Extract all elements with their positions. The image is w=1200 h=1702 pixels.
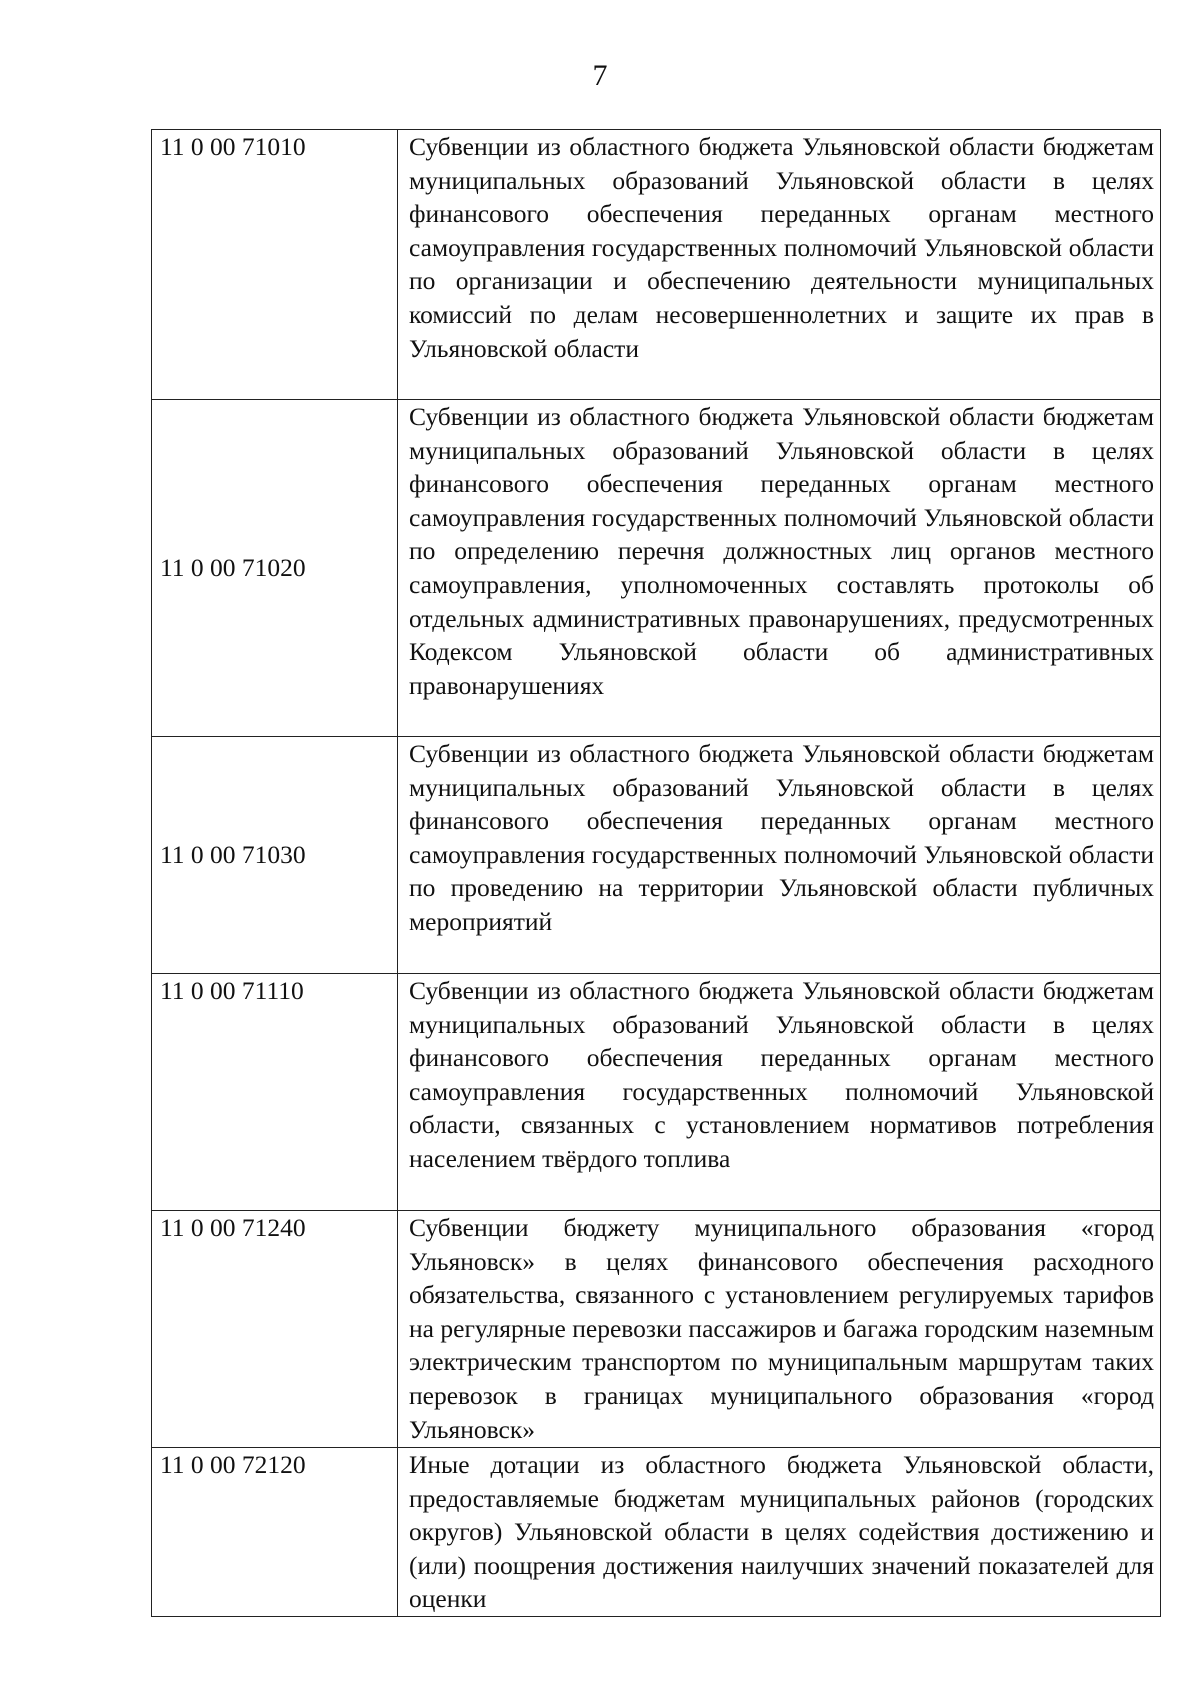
budget-code-cell: 11 0 00 71020 [152, 400, 398, 737]
description-cell: Субвенции из областного бюджета Ульяновской области бюджетам муниципальных образований Ульяновской области в целях финансового обеспечения переданных органам местного самоуправления государственных полномочий Ульяновской области по определению перечня должностных лиц органов местного самоуправления, уполномоченных составлять протоколы об отдельных административных правонарушениях, предусмотренных Кодексом Ульяновской области об административных правонарушениях [398, 400, 1161, 737]
budget-classification-table [151, 129, 1161, 1617]
table-row [152, 400, 1161, 737]
budget-code-cell: 11 0 00 71030 [152, 737, 398, 974]
budget-code-cell: 11 0 00 71010 [152, 130, 398, 400]
description-cell: Субвенции из областного бюджета Ульяновской области бюджетам муниципальных образований Ульяновской области в целях финансового обеспечения переданных органам местного самоуправления государственных полномочий Ульяновской области по проведению на территории Ульяновской области публичных мероприятий [398, 737, 1161, 974]
description-cell: Субвенции из областного бюджета Ульяновской области бюджетам муниципальных образований Ульяновской области в целях финансового обеспечения переданных органам местного самоуправления государственных полномочий Ульяновской области, связанных с установлением нормативов потребления населением твёрдого топлива [398, 974, 1161, 1211]
description-cell: Иные дотации из областного бюджета Ульяновской области, предоставляемые бюджетам муниципальных районов (городских округов) Ульяновской области в целях содействия достижению и (или) поощрения достижения наилучших значений показателей для оценки [398, 1448, 1161, 1617]
budget-code-cell: 11 0 00 71110 [152, 974, 398, 1211]
table-row [152, 974, 1161, 1211]
budget-code-cell: 11 0 00 72120 [152, 1448, 398, 1617]
table-row [152, 1211, 1161, 1448]
table-row [152, 130, 1161, 400]
table-row [152, 1448, 1161, 1617]
table-row [152, 737, 1161, 974]
page-number: 7 [592, 59, 608, 92]
description-cell: Субвенции из областного бюджета Ульяновской области бюджетам муниципальных образований Ульяновской области в целях финансового обеспечения переданных органам местного самоуправления государственных полномочий Ульяновской области по организации и обеспечению деятельности муниципальных комиссий по делам несовершеннолетних и защите их прав в Ульяновской области [398, 130, 1161, 400]
budget-code-cell: 11 0 00 71240 [152, 1211, 398, 1448]
description-cell: Субвенции бюджету муниципального образования «город Ульяновск» в целях финансового обеспечения расходного обязательства, связанного с установлением регулируемых тарифов на регулярные перевозки пассажиров и багажа городским наземным электрическим транспортом по муниципальным маршрутам таких перевозок в границах муниципального образования «город Ульяновск» [398, 1211, 1161, 1448]
